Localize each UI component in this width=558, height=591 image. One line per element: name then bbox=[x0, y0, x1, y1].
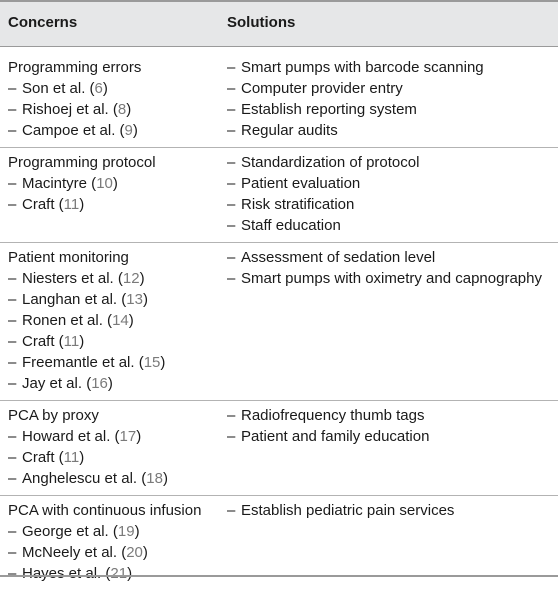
reference-author: Son et al. ( bbox=[22, 80, 95, 97]
reference-close: ) bbox=[79, 333, 85, 350]
reference-number[interactable]: 19 bbox=[117, 523, 135, 540]
bottom-rule bbox=[0, 575, 558, 577]
solution-item bbox=[227, 194, 419, 215]
solutions-cell bbox=[227, 57, 484, 141]
reference-item bbox=[8, 426, 168, 447]
reference-number[interactable]: 8 bbox=[117, 101, 127, 118]
table-header bbox=[0, 0, 558, 47]
table-row-group bbox=[0, 405, 558, 496]
reference-author: Campoe et al. ( bbox=[22, 122, 125, 139]
reference-number[interactable]: 17 bbox=[119, 428, 137, 445]
reference-close: ) bbox=[79, 449, 85, 466]
reference-close: ) bbox=[126, 101, 132, 118]
reference-number[interactable]: 11 bbox=[63, 196, 80, 213]
concerns-cell bbox=[8, 57, 141, 141]
solutions-cell bbox=[227, 247, 542, 289]
solution-text: Establish pediatric pain services bbox=[241, 502, 455, 519]
dash-bullet: – bbox=[227, 407, 236, 424]
dash-bullet: – bbox=[227, 154, 236, 171]
reference-author: Macintyre ( bbox=[22, 175, 97, 192]
reference-close: ) bbox=[142, 544, 148, 561]
reference-close: ) bbox=[128, 312, 134, 329]
concerns-cell bbox=[8, 500, 201, 584]
dash-bullet: – bbox=[227, 101, 236, 118]
reference-close: ) bbox=[127, 565, 133, 582]
solution-text: Establish reporting system bbox=[241, 101, 417, 118]
concern-title: Programming errors bbox=[8, 59, 142, 76]
concern-title: PCA by proxy bbox=[8, 407, 99, 424]
dash-bullet: – bbox=[8, 523, 17, 540]
dash-bullet: – bbox=[8, 354, 17, 371]
dash-bullet: – bbox=[8, 565, 17, 582]
solution-text: Radiofrequency thumb tags bbox=[241, 407, 425, 424]
reference-item bbox=[8, 373, 165, 394]
dash-bullet: – bbox=[227, 270, 236, 287]
reference-close: ) bbox=[107, 375, 113, 392]
reference-number[interactable]: 14 bbox=[112, 312, 129, 329]
table-row-group bbox=[0, 152, 558, 243]
solutions-cell bbox=[227, 500, 454, 521]
reference-close: ) bbox=[132, 122, 138, 139]
reference-author: Anghelescu et al. ( bbox=[22, 470, 147, 487]
reference-number[interactable]: 11 bbox=[63, 449, 80, 466]
solution-item bbox=[227, 247, 542, 268]
solutions-cell bbox=[227, 405, 429, 447]
concerns-cell bbox=[8, 152, 156, 215]
dash-bullet: – bbox=[8, 312, 17, 329]
reference-author: Ronen et al. ( bbox=[22, 312, 113, 329]
dash-bullet: – bbox=[227, 217, 236, 234]
solution-text: Patient evaluation bbox=[241, 175, 361, 192]
dash-bullet: – bbox=[8, 428, 17, 445]
reference-item bbox=[8, 99, 141, 120]
reference-number[interactable]: 21 bbox=[110, 565, 128, 582]
reference-number[interactable]: 6 bbox=[94, 80, 103, 97]
reference-number[interactable]: 16 bbox=[91, 375, 108, 392]
concerns-cell bbox=[8, 405, 168, 489]
solution-item bbox=[227, 500, 454, 521]
reference-close: ) bbox=[136, 428, 142, 445]
dash-bullet: – bbox=[227, 249, 236, 266]
solution-item bbox=[227, 99, 484, 120]
solution-text: Assessment of sedation level bbox=[241, 249, 436, 266]
reference-number[interactable]: 18 bbox=[146, 470, 163, 487]
solution-text: Risk stratification bbox=[241, 196, 355, 213]
reference-author: Niesters et al. ( bbox=[22, 270, 123, 287]
reference-author: Craft ( bbox=[22, 196, 64, 213]
dash-bullet: – bbox=[8, 470, 17, 487]
table-row-group bbox=[0, 57, 558, 148]
solution-item bbox=[227, 57, 484, 78]
header-concerns: Concerns bbox=[8, 14, 78, 31]
reference-close: ) bbox=[79, 196, 85, 213]
solution-text: Smart pumps with oximetry and capnography bbox=[241, 270, 542, 287]
reference-number[interactable]: 9 bbox=[124, 122, 133, 139]
reference-item bbox=[8, 194, 156, 215]
reference-close: ) bbox=[160, 354, 166, 371]
dash-bullet: – bbox=[8, 449, 17, 466]
reference-author: Jay et al. ( bbox=[22, 375, 92, 392]
dash-bullet: – bbox=[227, 502, 236, 519]
reference-item bbox=[8, 542, 201, 563]
reference-author: Rishoej et al. ( bbox=[22, 101, 118, 118]
reference-number[interactable]: 12 bbox=[122, 270, 140, 287]
dash-bullet: – bbox=[227, 122, 236, 139]
solution-item bbox=[227, 173, 419, 194]
dash-bullet: – bbox=[8, 80, 17, 97]
reference-author: Hayes et al. ( bbox=[22, 565, 111, 582]
solution-item bbox=[227, 268, 542, 289]
dash-bullet: – bbox=[8, 101, 17, 118]
solution-text: Computer provider entry bbox=[241, 80, 403, 97]
reference-item bbox=[8, 331, 165, 352]
solution-item bbox=[227, 405, 429, 426]
concerns-cell bbox=[8, 247, 165, 394]
reference-close: ) bbox=[134, 523, 140, 540]
dash-bullet: – bbox=[8, 544, 17, 561]
reference-close: ) bbox=[142, 291, 148, 308]
reference-author: Freemantle et al. ( bbox=[22, 354, 144, 371]
reference-item bbox=[8, 310, 165, 331]
dash-bullet: – bbox=[8, 291, 17, 308]
dash-bullet: – bbox=[8, 122, 17, 139]
reference-author: Howard et al. ( bbox=[22, 428, 120, 445]
reference-number[interactable]: 13 bbox=[126, 291, 143, 308]
solution-item bbox=[227, 215, 419, 236]
reference-author: Craft ( bbox=[22, 333, 64, 350]
reference-item bbox=[8, 173, 156, 194]
reference-close: ) bbox=[139, 270, 145, 287]
reference-item bbox=[8, 468, 168, 489]
dash-bullet: – bbox=[8, 333, 17, 350]
reference-item bbox=[8, 120, 141, 141]
reference-item bbox=[8, 447, 168, 468]
reference-author: Craft ( bbox=[22, 449, 64, 466]
concern-title: PCA with continuous infusion bbox=[8, 502, 202, 519]
reference-number[interactable]: 15 bbox=[143, 354, 161, 371]
reference-author: Langhan et al. ( bbox=[22, 291, 127, 308]
reference-number[interactable]: 10 bbox=[96, 175, 113, 192]
concern-title: Patient monitoring bbox=[8, 249, 129, 266]
solution-item bbox=[227, 152, 419, 173]
dash-bullet: – bbox=[227, 196, 236, 213]
solution-item bbox=[227, 426, 429, 447]
dash-bullet: – bbox=[8, 270, 17, 287]
reference-item bbox=[8, 521, 201, 542]
reference-item bbox=[8, 78, 141, 99]
reference-number[interactable]: 20 bbox=[126, 544, 143, 561]
reference-number[interactable]: 11 bbox=[63, 333, 80, 350]
dash-bullet: – bbox=[8, 175, 17, 192]
table-row-group bbox=[0, 247, 558, 401]
reference-close: ) bbox=[112, 175, 118, 192]
reference-close: ) bbox=[102, 80, 108, 97]
dash-bullet: – bbox=[8, 375, 17, 392]
header-solutions: Solutions bbox=[227, 14, 296, 31]
reference-author: McNeely et al. ( bbox=[22, 544, 127, 561]
dash-bullet: – bbox=[227, 175, 236, 192]
solutions-cell bbox=[227, 152, 419, 236]
reference-item bbox=[8, 352, 165, 373]
dash-bullet: – bbox=[227, 428, 236, 445]
concern-title: Programming protocol bbox=[8, 154, 156, 171]
reference-item bbox=[8, 268, 165, 289]
reference-author: George et al. ( bbox=[22, 523, 118, 540]
dash-bullet: – bbox=[8, 196, 17, 213]
solution-text: Standardization of protocol bbox=[241, 154, 420, 171]
reference-item bbox=[8, 289, 165, 310]
solution-item bbox=[227, 120, 484, 141]
dash-bullet: – bbox=[227, 80, 236, 97]
dash-bullet: – bbox=[227, 59, 236, 76]
solution-text: Patient and family education bbox=[241, 428, 430, 445]
solution-text: Smart pumps with barcode scanning bbox=[241, 59, 484, 76]
reference-close: ) bbox=[162, 470, 168, 487]
table-row-group bbox=[0, 500, 558, 591]
solution-item bbox=[227, 78, 484, 99]
solution-text: Regular audits bbox=[241, 122, 338, 139]
solution-text: Staff education bbox=[241, 217, 341, 234]
table-body bbox=[0, 57, 558, 591]
